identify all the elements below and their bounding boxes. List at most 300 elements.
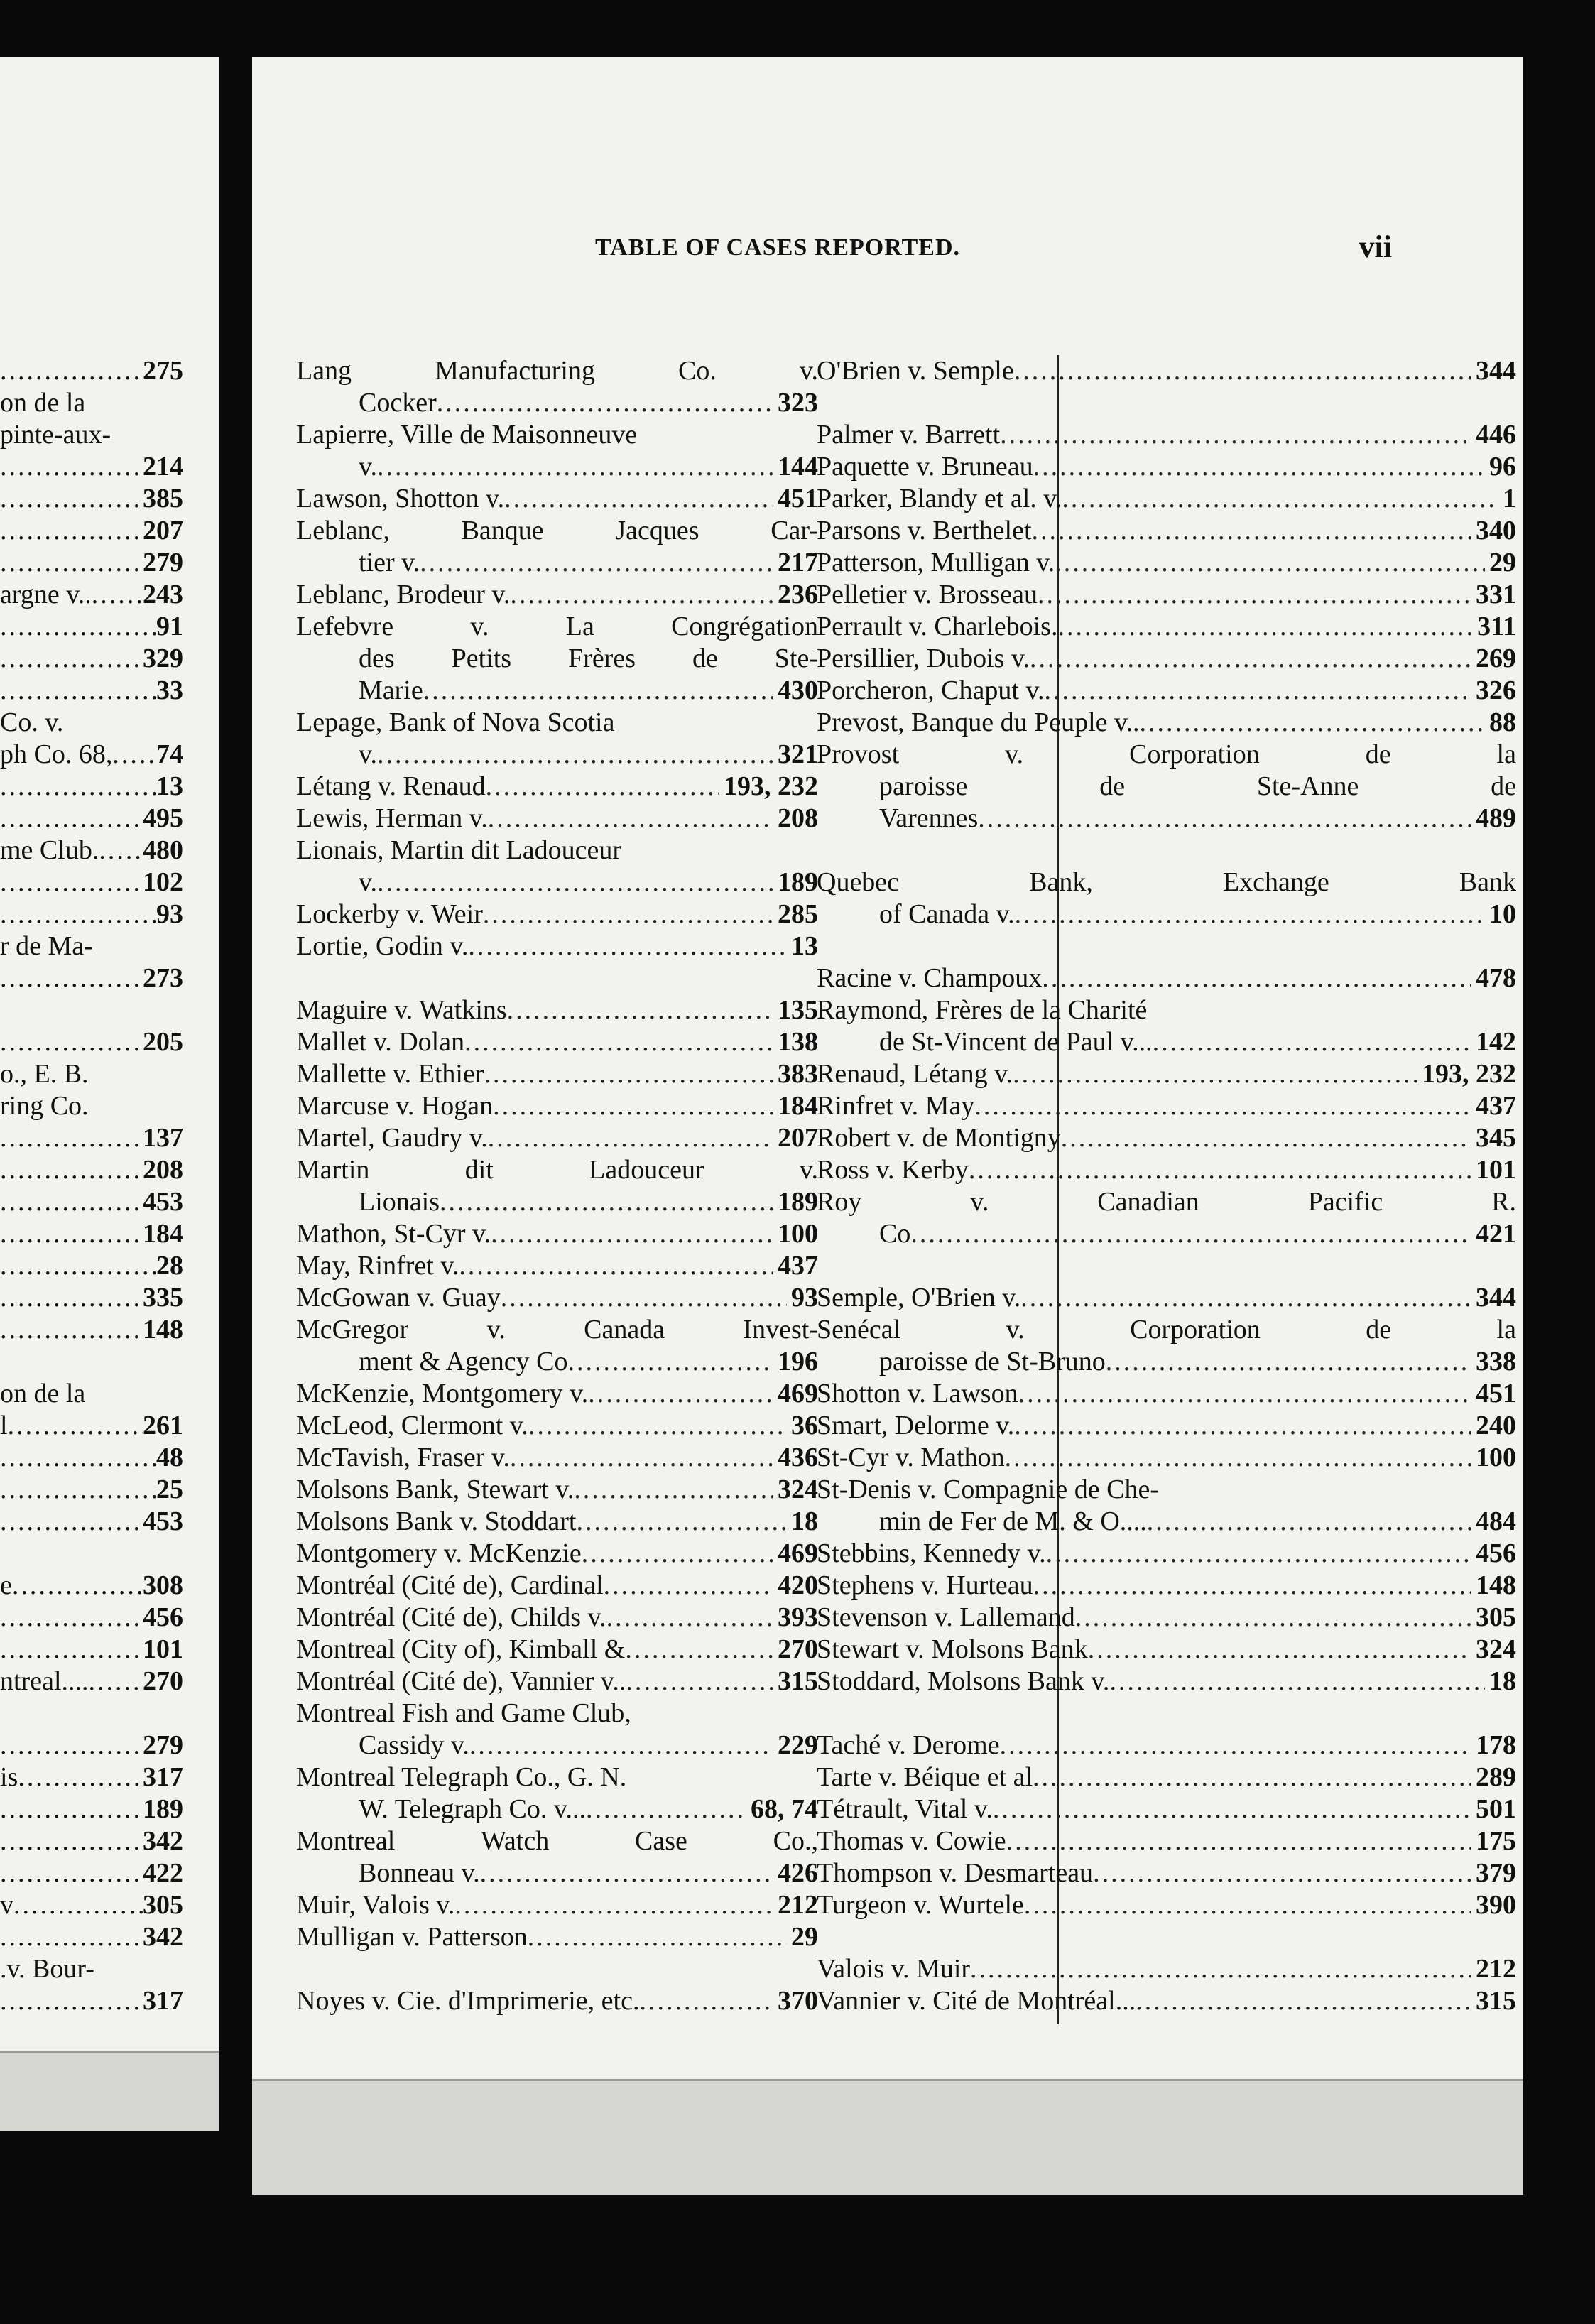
index-entry [817, 1602, 1516, 1634]
entry-page-number: 189 [143, 1794, 183, 1824]
entry-page-number: 305 [143, 1890, 183, 1920]
index-entry-line [296, 707, 818, 739]
entry-page-number: 385 [143, 484, 183, 514]
left-page-bottom-margin [0, 2051, 219, 2131]
index-entry-fragment [0, 1474, 183, 1506]
index-entry [817, 1346, 1516, 1378]
index-entry-fragment [0, 451, 183, 483]
entry-text: Thompson v. Desmarteau [817, 1858, 1094, 1888]
dot-leader [0, 867, 143, 898]
entry-page-number: 335 [143, 1283, 183, 1313]
index-entry [817, 451, 1516, 483]
index-entry [296, 1793, 818, 1825]
index-entry-line [296, 643, 818, 675]
entry-text: Molsons Bank v. Stoddart [296, 1506, 577, 1536]
entry-page-number: 323 [778, 388, 818, 418]
index-entry-fragment [0, 675, 183, 707]
entry-text: Mathon, St-Cyr v. [296, 1219, 491, 1249]
entry-page-number: 240 [1476, 1411, 1516, 1440]
dot-leader [510, 1442, 773, 1474]
entry-page-number: 175 [1476, 1826, 1516, 1856]
entry-text: v. [359, 739, 378, 769]
index-entry-fragment [0, 419, 183, 451]
dot-leader [0, 1250, 156, 1282]
index-entry-fragment [0, 547, 183, 579]
entry-page-number: 495 [143, 803, 183, 833]
entry-text: Persillier, Dubois v. [817, 644, 1030, 673]
dot-leader [1044, 675, 1471, 707]
entry-word: de [1099, 771, 1126, 801]
index-entry [296, 1985, 818, 2017]
dot-leader [18, 1761, 143, 1793]
dot-leader [604, 1570, 773, 1602]
entry-word: Petits [451, 644, 512, 673]
entry-word: v. [799, 356, 818, 386]
index-entry [817, 1825, 1516, 1857]
entry-word: de [692, 644, 718, 673]
dot-leader [625, 1634, 773, 1666]
index-entry [296, 1666, 818, 1698]
index-entry [817, 611, 1516, 643]
entry-text: Pelletier v. Brosseau [817, 580, 1038, 609]
entry-text: e [0, 1570, 12, 1600]
index-entry [817, 962, 1516, 994]
dot-leader [0, 1602, 143, 1634]
entry-page-number: 100 [1476, 1443, 1516, 1472]
entry-word: Watch [481, 1826, 550, 1856]
entry-page-number: 344 [1476, 1283, 1516, 1313]
entry-page-number: 142 [1476, 1027, 1516, 1057]
entry-page-number: 13 [156, 771, 183, 801]
index-entry-fragment [0, 515, 183, 547]
entry-page-number: 217 [778, 548, 818, 577]
entry-text: Robert v. de Montigny [817, 1123, 1061, 1153]
dot-leader [13, 1889, 143, 1921]
entry-text: Ross v. Kerby [817, 1155, 969, 1185]
entry-word: dit [464, 1155, 494, 1185]
dot-leader [0, 1825, 143, 1857]
entry-page-number: 100 [778, 1219, 818, 1249]
index-entry [296, 1602, 818, 1634]
entry-page-number: 469 [778, 1538, 818, 1568]
dot-leader [1015, 898, 1485, 930]
dot-leader [491, 1218, 773, 1250]
entry-text: Lionais [359, 1187, 440, 1217]
index-gap [817, 1698, 1516, 1730]
entry-text: paroisse de St-Bruno [879, 1347, 1106, 1377]
dot-leader [1140, 707, 1485, 739]
index-entry-line [817, 1314, 1516, 1346]
entry-page-number: 144 [778, 452, 818, 482]
index-entry [817, 1666, 1516, 1698]
entry-page-number: 340 [1476, 516, 1516, 545]
dot-leader [1020, 1282, 1471, 1314]
dot-leader [969, 1154, 1471, 1186]
entry-word: Manufacturing [435, 356, 595, 386]
index-entry [296, 1730, 818, 1761]
entry-page-number: 451 [778, 484, 818, 514]
index-entry-fragment [0, 1666, 183, 1698]
index-entry-line [296, 1314, 818, 1346]
entry-word: des [359, 644, 395, 673]
entry-word: la [1496, 739, 1516, 769]
index-entry [296, 675, 818, 707]
entry-word: Corporation [1130, 1315, 1261, 1345]
index-entry-fragment [0, 739, 183, 771]
entry-text: Létang v. Renaud [296, 771, 486, 801]
index-entry [817, 1634, 1516, 1666]
entry-page-number: 422 [143, 1858, 183, 1888]
dot-leader [0, 898, 156, 930]
entry-text: min de Fer de M. & O.... [879, 1506, 1147, 1536]
dot-leader [493, 1090, 773, 1122]
dot-leader [454, 1889, 773, 1921]
index-entry [817, 1410, 1516, 1442]
dot-leader [0, 1793, 143, 1825]
index-entry [817, 547, 1516, 579]
dot-leader [1000, 1730, 1471, 1761]
entry-word: de [1366, 1315, 1392, 1345]
index-entry-fragment [0, 1634, 183, 1666]
entry-text: Montreal (City of), Kimball & [296, 1634, 626, 1664]
index-entry-line [817, 1186, 1516, 1218]
index-entry-fragment [0, 771, 183, 803]
dot-leader [606, 1602, 773, 1634]
index-entry [296, 1058, 818, 1090]
entry-word: Frères [568, 644, 636, 673]
dot-leader [0, 1730, 143, 1761]
entry-text: Stebbins, Kennedy v. [817, 1538, 1046, 1568]
entry-word: Martin [296, 1155, 370, 1185]
entry-word: Jacques [615, 516, 699, 545]
dot-leader [0, 1282, 143, 1314]
dot-leader [1057, 611, 1473, 643]
entry-page-number: 18 [791, 1506, 818, 1536]
entry-text: tier v. [359, 548, 420, 577]
index-entry-line [817, 739, 1516, 771]
dot-leader [440, 1186, 773, 1218]
dot-leader [464, 1026, 773, 1058]
index-entry [296, 771, 818, 803]
entry-page-number: 212 [778, 1890, 818, 1920]
dot-leader [437, 387, 773, 419]
entry-text: Shotton v. Lawson [817, 1379, 1018, 1408]
entry-page-number: 29 [791, 1922, 818, 1952]
index-entry-line [296, 835, 818, 867]
index-entry-fragment [0, 611, 183, 643]
entry-page-number: 236 [778, 580, 818, 609]
entry-page-number: 331 [1476, 580, 1516, 609]
entry-page-number: 501 [1476, 1794, 1516, 1824]
dot-leader [99, 835, 143, 867]
entry-text: Tarte v. Béique et al [817, 1762, 1033, 1792]
entry-page-number: 393 [778, 1602, 818, 1632]
dot-leader [112, 739, 156, 771]
entry-page-number: 420 [778, 1570, 818, 1600]
entry-text: Martel, Gaudry v. [296, 1123, 488, 1153]
entry-page-number: 289 [1476, 1762, 1516, 1792]
entry-text: de St-Vincent de Paul v... [879, 1027, 1153, 1057]
index-entry-fragment [0, 1026, 183, 1058]
entry-text: Muir, Valois v. [296, 1890, 455, 1920]
dot-leader [1153, 1026, 1471, 1058]
index-entry [296, 483, 818, 515]
index-entry-fragment [0, 835, 183, 867]
page-number: vii [1359, 229, 1392, 264]
dot-leader [0, 1218, 143, 1250]
entry-page-number: 36 [791, 1411, 818, 1440]
entry-page-number: 196 [778, 1347, 818, 1377]
entry-text: Renaud, Létang v. [817, 1059, 1013, 1089]
dot-leader [0, 611, 156, 643]
entry-page-number: 96 [1489, 452, 1516, 482]
dot-leader [970, 1953, 1471, 1985]
entry-text: St-Denis v. Compagnie de Che- [817, 1475, 1159, 1504]
index-entry-fragment [0, 1857, 183, 1889]
entry-page-number: 270 [778, 1634, 818, 1664]
entry-page-number: 207 [143, 516, 183, 545]
index-entry-fragment [0, 707, 183, 739]
index-entry [817, 483, 1516, 515]
dot-leader [1030, 643, 1471, 675]
entry-page-number: 137 [143, 1123, 183, 1153]
entry-page-number: 308 [143, 1570, 183, 1600]
dot-leader [978, 803, 1471, 835]
entry-page-number: 273 [143, 963, 183, 993]
dot-leader [510, 579, 773, 611]
entry-page-number: 456 [143, 1602, 183, 1632]
entry-page-number: 229 [778, 1730, 818, 1760]
entry-word: Canadian [1097, 1187, 1199, 1217]
index-entry [296, 1570, 818, 1602]
dot-leader [1005, 1442, 1471, 1474]
index-entry [817, 1985, 1516, 2017]
entry-text: Racine v. Champoux [817, 963, 1043, 993]
index-entry-fragment [0, 1090, 183, 1122]
entry-word: Exchange [1222, 867, 1329, 897]
entry-page-number: 68, 74 [751, 1794, 818, 1824]
index-entry [296, 1474, 818, 1506]
entry-page-number: 379 [1476, 1858, 1516, 1888]
entry-page-number: 93 [791, 1283, 818, 1313]
index-entry-fragment [0, 1058, 183, 1090]
index-entry-fragment [0, 1186, 183, 1218]
dot-leader [0, 771, 156, 803]
entry-page-number: 430 [778, 675, 818, 705]
entry-page-number: 437 [778, 1251, 818, 1281]
entry-text: Smart, Delorme v. [817, 1411, 1015, 1440]
entry-page-number: 207 [778, 1123, 818, 1153]
entry-text: Valois v. Muir [817, 1954, 971, 1984]
dot-leader [377, 451, 773, 483]
entry-text: of Canada v. [879, 899, 1015, 929]
entry-page-number: 275 [143, 356, 183, 386]
index-entry [296, 930, 818, 962]
entry-text: Montréal (Cité de), Vannier v.. [296, 1666, 626, 1696]
entry-text: Perrault v. Charlebois. [817, 612, 1058, 641]
entry-page-number: 102 [143, 867, 183, 897]
entry-text: Cassidy v. [359, 1730, 469, 1760]
entry-text: Lockerby v. Weir [296, 899, 483, 929]
entry-page-number: 383 [778, 1059, 818, 1089]
entry-page-number: 315 [1476, 1986, 1516, 2016]
dot-leader [377, 867, 773, 898]
dot-leader [504, 483, 773, 515]
dot-leader [574, 1474, 773, 1506]
dot-leader [0, 675, 156, 707]
entry-text: Parker, Blandy et al. v. [817, 484, 1062, 514]
index-entry [296, 1090, 818, 1122]
entry-text: Palmer v. Barrett [817, 420, 1001, 450]
entry-text: on de la [0, 388, 86, 418]
entry-page-number: 453 [143, 1187, 183, 1217]
dot-leader [1088, 1634, 1471, 1666]
entry-page-number: 451 [1476, 1379, 1516, 1408]
entry-text: Lewis, Herman v. [296, 803, 488, 833]
entry-word: Canada [584, 1315, 665, 1345]
index-entry [817, 515, 1516, 547]
entry-word: Ste-Anne [1256, 771, 1359, 801]
entry-text: Cocker [359, 388, 437, 418]
entry-text: .v. Bour- [0, 1954, 94, 1984]
entry-word: v. [486, 1315, 506, 1345]
dot-leader [0, 1442, 156, 1474]
entry-word: Bank, [1029, 867, 1093, 897]
entry-text: r de Ma- [0, 931, 93, 961]
dot-leader [1014, 355, 1471, 387]
entry-page-number: 10 [1489, 899, 1516, 929]
index-entry [296, 1506, 818, 1538]
index-entry [817, 1154, 1516, 1186]
index-entry-line [296, 1761, 818, 1793]
entry-word: Invest- [743, 1315, 818, 1345]
index-entry [296, 1410, 818, 1442]
entry-text: Stoddard, Molsons Bank v. [817, 1666, 1110, 1696]
entry-page-number: 101 [1476, 1155, 1516, 1185]
index-entry-fragment [0, 1921, 183, 1953]
entry-page-number: 324 [1476, 1634, 1516, 1664]
entry-text: Marie [359, 675, 423, 705]
index-entry [817, 1058, 1516, 1090]
entry-page-number: 446 [1476, 420, 1516, 450]
entry-page-number: 138 [778, 1027, 818, 1057]
index-entry [817, 579, 1516, 611]
entry-text: Tétrault, Vital v. [817, 1794, 993, 1824]
index-entry-fragment [0, 643, 183, 675]
entry-word: Leblanc, [296, 516, 390, 545]
dot-leader [588, 1378, 773, 1410]
entry-page-number: 178 [1476, 1730, 1516, 1760]
index-entry-fragment [0, 1793, 183, 1825]
entry-page-number: 208 [143, 1155, 183, 1185]
index-entry-line [296, 611, 818, 643]
index-entry [817, 1953, 1516, 1985]
entry-page-number: 193, 232 [1422, 1059, 1516, 1089]
index-entry [817, 1793, 1516, 1825]
entry-page-number: 29 [1489, 548, 1516, 577]
entry-page-number: 184 [778, 1091, 818, 1121]
index-entry [296, 1889, 818, 1921]
index-entry-fragment [0, 1282, 183, 1314]
index-entry [296, 1122, 818, 1154]
index-entry-fragment [0, 1410, 183, 1442]
index-entry-fragment [0, 1442, 183, 1474]
index-entry-fragment [0, 1314, 183, 1346]
entry-text: v [0, 1890, 13, 1920]
entry-page-number: 321 [778, 739, 818, 769]
entry-page-number: 13 [791, 931, 818, 961]
entry-page-number: 279 [143, 1730, 183, 1760]
entry-text: Parsons v. Berthelet [817, 516, 1032, 545]
dot-leader [377, 739, 773, 771]
entry-page-number: 1 [1503, 484, 1516, 514]
entry-page-number: 212 [1476, 1954, 1516, 1984]
entry-page-number: 205 [143, 1027, 183, 1057]
dot-leader [0, 1857, 143, 1889]
index-entry [296, 1538, 818, 1570]
entry-word: de [1365, 739, 1391, 769]
entry-text: Vannier v. Cité de Montréal... [817, 1986, 1136, 2016]
entry-page-number: 135 [778, 995, 818, 1025]
dot-leader [910, 1218, 1471, 1250]
entry-text: ment & Agency Co [359, 1347, 568, 1377]
entry-text: Paquette v. Bruneau [817, 452, 1033, 482]
entry-page-number: 148 [143, 1315, 183, 1345]
entry-word: Lang [296, 356, 352, 386]
entry-word: Congrégation [671, 612, 818, 641]
index-gap [817, 1250, 1516, 1282]
entry-text: Lapierre, Ville de Maisonneuve [296, 420, 638, 450]
entry-text: o., E. B. [0, 1059, 89, 1089]
entry-page-number: 344 [1476, 356, 1516, 386]
entry-page-number: 269 [1476, 644, 1516, 673]
index-entry [817, 1026, 1516, 1058]
index-entry [817, 1857, 1516, 1889]
index-entry [817, 1506, 1516, 1538]
dot-leader [507, 994, 773, 1026]
entry-word: Senécal [817, 1315, 901, 1345]
entry-word: Corporation [1129, 739, 1260, 769]
entry-text: Montréal (Cité de), Cardinal [296, 1570, 604, 1600]
entry-text: ph Co. 68, [0, 739, 113, 769]
dot-leader [586, 1793, 746, 1825]
entry-text: ntreal.... [0, 1666, 89, 1696]
entry-page-number: 329 [143, 644, 183, 673]
index-entry-line [296, 1154, 818, 1186]
index-entry [296, 1378, 818, 1410]
index-entry [817, 1761, 1516, 1793]
entry-text: McLeod, Clermont v. [296, 1411, 528, 1440]
dot-leader [1075, 1602, 1471, 1634]
dot-leader [0, 1026, 143, 1058]
dot-leader [528, 1921, 787, 1953]
entry-text: Prevost, Banque du Peuple v.. [817, 707, 1140, 737]
index-entry-fragment [0, 1698, 183, 1730]
index-entry-fragment [0, 579, 183, 611]
index-gap [817, 387, 1516, 419]
entry-word: Montreal [296, 1826, 396, 1856]
entry-text: Patterson, Mulligan v. [817, 548, 1055, 577]
index-entry-fragment [0, 1730, 183, 1761]
index-entry [296, 1282, 818, 1314]
index-entry-line [296, 1698, 818, 1730]
dot-leader [0, 643, 143, 675]
dot-leader [484, 1058, 774, 1090]
index-entry [817, 1730, 1516, 1761]
index-entry-fragment [0, 1602, 183, 1634]
index-entry-line [296, 355, 818, 387]
dot-leader [1046, 1538, 1471, 1570]
